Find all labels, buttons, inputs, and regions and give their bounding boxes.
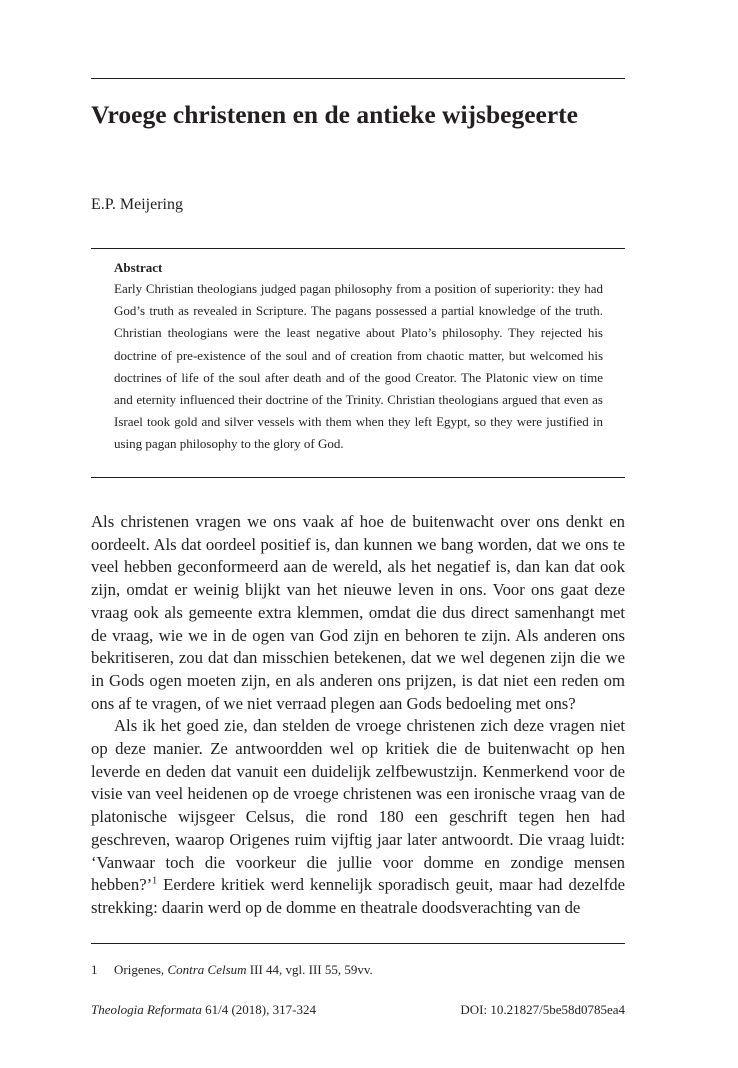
footnote-author: Origenes, bbox=[114, 962, 168, 977]
article-title: Vroege christenen en de antieke wijsbegeerte bbox=[91, 100, 578, 129]
footnote-number: 1 bbox=[91, 962, 98, 977]
paragraph-2-text: Als ik het goed zie, dan stelden de vroege christenen zich deze vragen niet op deze manier. Ze antwoordden wel op kritiek die de buitenwacht op hen leverde en deden dat vanuit een duidelijk zelfbewustzijn. Kenmerkend voor de visie van veel heidenen op de vroege christenen was een ironische vraag van de platonische wijsgeer Celsus, die rond 180 een geschrift tegen hen had geschreven, waarop Origenes ruim vijftig jaar later antwoordt. Die vraag luidt: ‘Vanwaar toch die voorkeur die jullie voor domme en zondige mensen hebben?’ bbox=[91, 716, 625, 895]
abstract-heading: Abstract bbox=[114, 260, 163, 275]
footnote-reference-text: III 44, vgl. III 55, 59vv. bbox=[246, 962, 373, 977]
article-author: E.P. Meijering bbox=[91, 196, 183, 213]
footnote-reference[interactable]: 1 bbox=[152, 875, 158, 887]
abstract-top-rule bbox=[91, 248, 625, 249]
abstract-bottom-rule bbox=[91, 477, 625, 478]
footer-citation bbox=[91, 1002, 316, 1017]
article-body bbox=[91, 511, 625, 920]
top-rule bbox=[91, 78, 625, 79]
footnote-work-title: Contra Celsum bbox=[167, 962, 247, 977]
page-footer bbox=[91, 1001, 625, 1019]
journal-name: Theologia Reformata bbox=[91, 1002, 202, 1017]
abstract-text: Early Christian theologians judged pagan philosophy from a position of superiority: they had God’s truth as revealed in Scripture. The pagans possessed a partial knowledge of the truth. Christian theologians were the least negative about Plato’s philosophy. They rejected his doctrine of pre-existence of the soul and of creation from chaotic matter, but welcomed his doctrines of life of the soul after death and of the good Creator. The Platonic view on time and eternity influenced their doctrine of the Trinity. Christian theologians argued that even as Israel took gold and silver vessels with them when they left Egypt, so they were justified in using pagan philosophy to the glory of God. bbox=[114, 281, 603, 452]
footnote bbox=[91, 961, 373, 979]
journal-issue: 61/4 (2018), 317-324 bbox=[201, 1002, 316, 1017]
body-paragraph-1: Als christenen vragen we ons vaak af hoe de buitenwacht over ons denkt en oordeelt. Als dat oordeel positief is, dan kunnen we bang worden, dat we ons te veel hebben geconformeerd aan de wereld, als het negatief is, dan kan dat ook zijn, omdat er weinig blijkt van het nieuwe leven in ons. Voor ons gaat deze vraag ook als gemeente extra klemmen, omdat die dus direct samenhangt met de vraag, wie we in de ogen van God zijn en behoren te zijn. Als anderen ons bekritiseren, zou dat dan misschien betekenen, dat we wel degenen zijn die we in Gods ogen moeten zijn, en als anderen ons prijzen, is dat niet een reden om ons af te vragen, of we niet verraad plegen aan Gods bedoeling met ons? bbox=[91, 512, 625, 713]
body-paragraph-2 bbox=[91, 715, 625, 919]
abstract-section bbox=[114, 258, 603, 456]
doi-label: DOI: 10.21827/5be58d0785ea4 bbox=[460, 1002, 625, 1017]
paragraph-2-continuation: Eerdere kritiek werd kennelijk sporadisch geuit, maar had dezelfde strekking: daarin werd op de domme en theatrale doodsverachting van de bbox=[91, 875, 625, 917]
footnote-rule bbox=[91, 943, 625, 944]
